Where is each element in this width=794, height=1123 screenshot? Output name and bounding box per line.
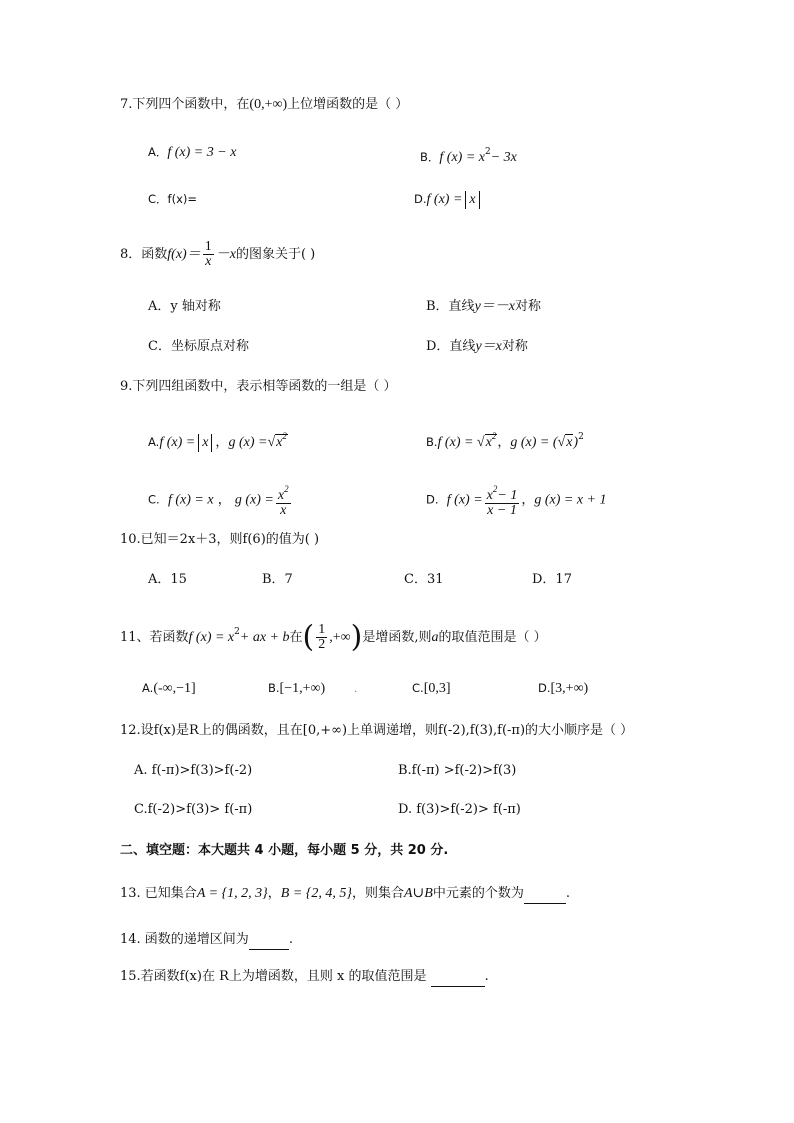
- right-paren-icon: ): [350, 619, 363, 655]
- q11-fraction: $\frac{1}{2}$: [318, 622, 326, 652]
- q14: 14. 函数的递增区间为 .: [120, 931, 293, 950]
- q10-option-b: B．7: [262, 572, 293, 587]
- answer-blank: [431, 968, 485, 987]
- q8-fraction: $\frac{1}{x}$: [204, 239, 212, 269]
- q8-option-a: A．y 轴对称: [148, 299, 221, 314]
- abs-bar: [198, 434, 199, 452]
- q9-option-c: C. f (x) = x ， g (x) = $\frac{x^2}{x}$: [148, 484, 289, 518]
- radicand: $x^2$: [276, 431, 287, 450]
- q15: 15.若函数f(x)在 R上为增函数，且则 x 的取值范围是 .: [120, 968, 489, 987]
- q9-option-a: A.f (x) = x ，g $(x) =√x^2$: [148, 431, 287, 450]
- sqrt-icon: √: [267, 435, 276, 450]
- radicand: $x^2$: [485, 431, 497, 450]
- q7-option-c: C．f(x)=: [148, 192, 197, 206]
- q9-c-fraction: $\frac{x^2}{x}$: [277, 484, 289, 518]
- abs-bar: [465, 191, 466, 209]
- q10-stem: 10.已知＝2x＋3，则f(6)的值为( ): [120, 532, 320, 547]
- answer-blank: [249, 931, 289, 950]
- q8-option-b: B．直线y＝－x对称: [426, 299, 542, 314]
- q11-option-c: C.[0,3]: [412, 681, 451, 696]
- q11-option-a: A.(-∞,−1]: [142, 681, 196, 696]
- q9-option-d: D. f (x) = $\frac{x^2- 1}{x - 1}$ ，g (x) = x + 1: [426, 484, 607, 518]
- q12-stem: 12.设f(x)是R上的偶函数，且在[0,+∞)上单调递增，则f(-2),f(3),f(-π)的大小顺序是（ ）: [120, 723, 634, 738]
- sqrt-icon: √: [473, 435, 485, 450]
- sqrt-icon: √: [557, 435, 566, 450]
- q11-option-b: B.[−1,+∞): [268, 681, 326, 696]
- q8-option-d: D．直线y＝x对称: [426, 339, 528, 354]
- q8-option-c: C．坐标原点对称: [148, 339, 249, 354]
- section-title: 二、填空题：本大题共 4 小题，每小题 5 分，共 20 分.: [120, 843, 449, 858]
- q9-stem: 9.下列四组函数中，表示相等函数的一组是（ ）: [120, 379, 397, 394]
- q11-stray-dot: .: [354, 684, 358, 695]
- q9-option-b: B.f $(x) = √x^2$，g $(x) = (√x)^2$: [426, 431, 584, 450]
- answer-blank: [524, 885, 566, 904]
- q9-d-fraction: $\frac{x^2- 1}{x - 1}$: [486, 484, 518, 518]
- q12-option-b: B.f(-π) >f(-2)>f(3): [398, 763, 517, 778]
- q13: 13. 已知集合A = {1, 2, 3}，B = {2, 4, 5}，则集合A∪B中元素的个数为 .: [120, 885, 570, 904]
- q10-option-a: A．15: [148, 572, 187, 587]
- q10-option-c: C．31: [404, 572, 444, 587]
- q7-option-b: B．f $(x) = x^2- 3x$: [420, 147, 517, 165]
- abs-bar: [211, 434, 212, 452]
- q12-option-d: D. f(3)>f(-2)> f(-π): [398, 802, 521, 817]
- q12-option-a: A. f(-π)>f(3)>f(-2): [134, 763, 253, 778]
- q7-option-a: A．f (x) = 3 − x: [148, 145, 237, 160]
- abs-bar: [479, 191, 480, 209]
- q11-option-d: D.[3,+∞): [538, 681, 589, 696]
- q12-option-c: C.f(-2)>f(3)> f(-π): [134, 802, 253, 817]
- q8-stem: 8．函数f(x)＝ $\frac{1}{x}$ －x的图象关于( ): [120, 239, 316, 269]
- q11-stem: 11、若函数f $(x) = x^2+$ ax + b在( $\frac{1}{2}$ ,+∞)是增函数,则a的取值范围是（ ）: [120, 619, 547, 655]
- q7-stem: 7.下列四个函数中，在(0,+∞)上位增函数的是（ ）: [120, 97, 409, 112]
- left-paren-icon: (: [302, 619, 315, 655]
- q10-option-d: D．17: [532, 572, 572, 587]
- q7-option-d: D.f (x) = x: [414, 190, 483, 209]
